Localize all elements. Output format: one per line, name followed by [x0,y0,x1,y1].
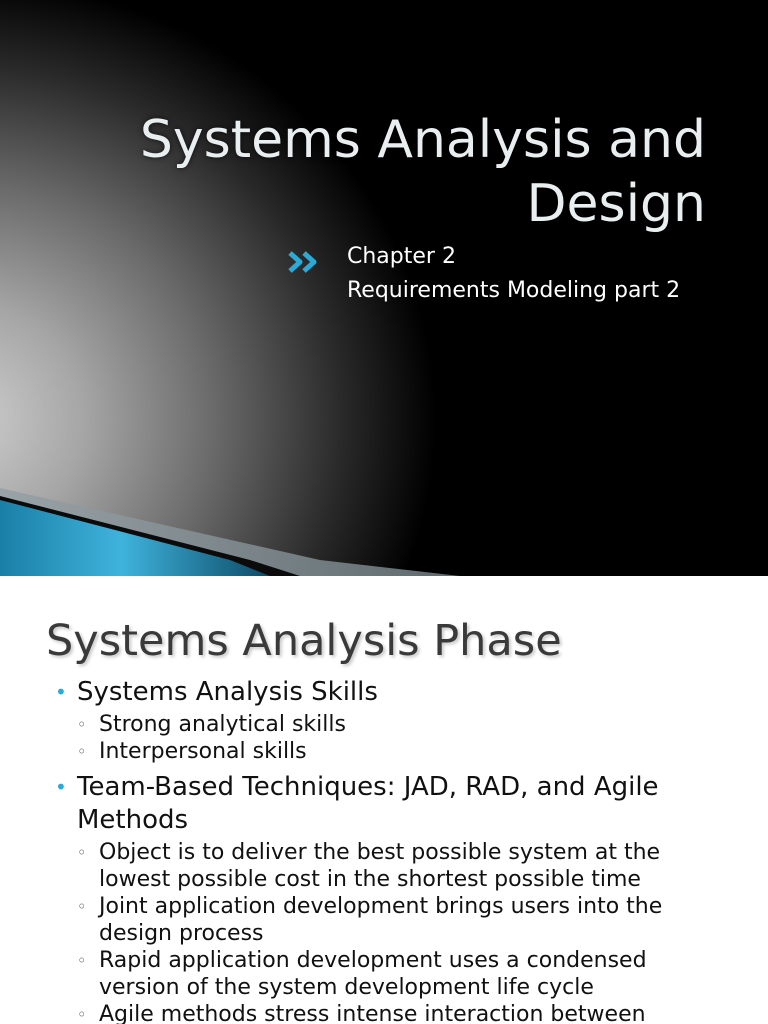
sub-bullet-ring-icon: ◦ [77,715,87,734]
bullet-dot-icon: • [55,775,67,799]
bullet-item [52,771,732,1024]
sub-bullet-text: Object is to deliver the best possible system at the lowest possible cost in the shortest possible time [99,840,661,892]
content-slide [0,576,768,1024]
sub-bullet-item [77,738,732,765]
slide-heading: Systems Analysis Phase [46,616,562,666]
sub-bullet-text: Joint application development brings users into the design process [99,894,663,946]
sub-bullet-ring-icon: ◦ [77,951,87,970]
bullet-dot-icon: • [55,680,67,704]
subtitle [347,240,680,308]
sub-bullet-text: Agile methods stress intense interaction between [99,1002,646,1024]
sub-bullet-item [77,1001,732,1024]
sub-bullet-ring-icon: ◦ [77,897,87,916]
bullet-text: Team-Based Techniques: JAD, RAD, and Agile Methods [77,772,659,835]
sub-bullet-item [77,893,732,947]
sub-bullet-ring-icon: ◦ [77,843,87,862]
sub-bullet-item [77,711,732,738]
bullet-text: Systems Analysis Skills [77,677,378,707]
subtitle-topic: Requirements Modeling part 2 [347,278,681,303]
bullet-item [52,676,732,765]
sub-bullet-list [77,839,732,1024]
subtitle-chapter: Chapter 2 [347,244,456,269]
sub-bullet-text: Interpersonal skills [99,739,307,764]
slide-title: Systems Analysis and Design [139,110,706,234]
double-chevron-icon [288,250,322,274]
sub-bullet-ring-icon: ◦ [77,1005,87,1024]
bullet-list [52,676,732,1024]
sub-bullet-item [77,947,732,1001]
sub-bullet-ring-icon: ◦ [77,742,87,761]
sub-bullet-list [77,711,732,765]
sub-bullet-text: Rapid application development uses a condensed version of the system development life cycle [99,948,647,1000]
sub-bullet-item [77,839,732,893]
sub-bullet-text: Strong analytical skills [99,712,346,737]
